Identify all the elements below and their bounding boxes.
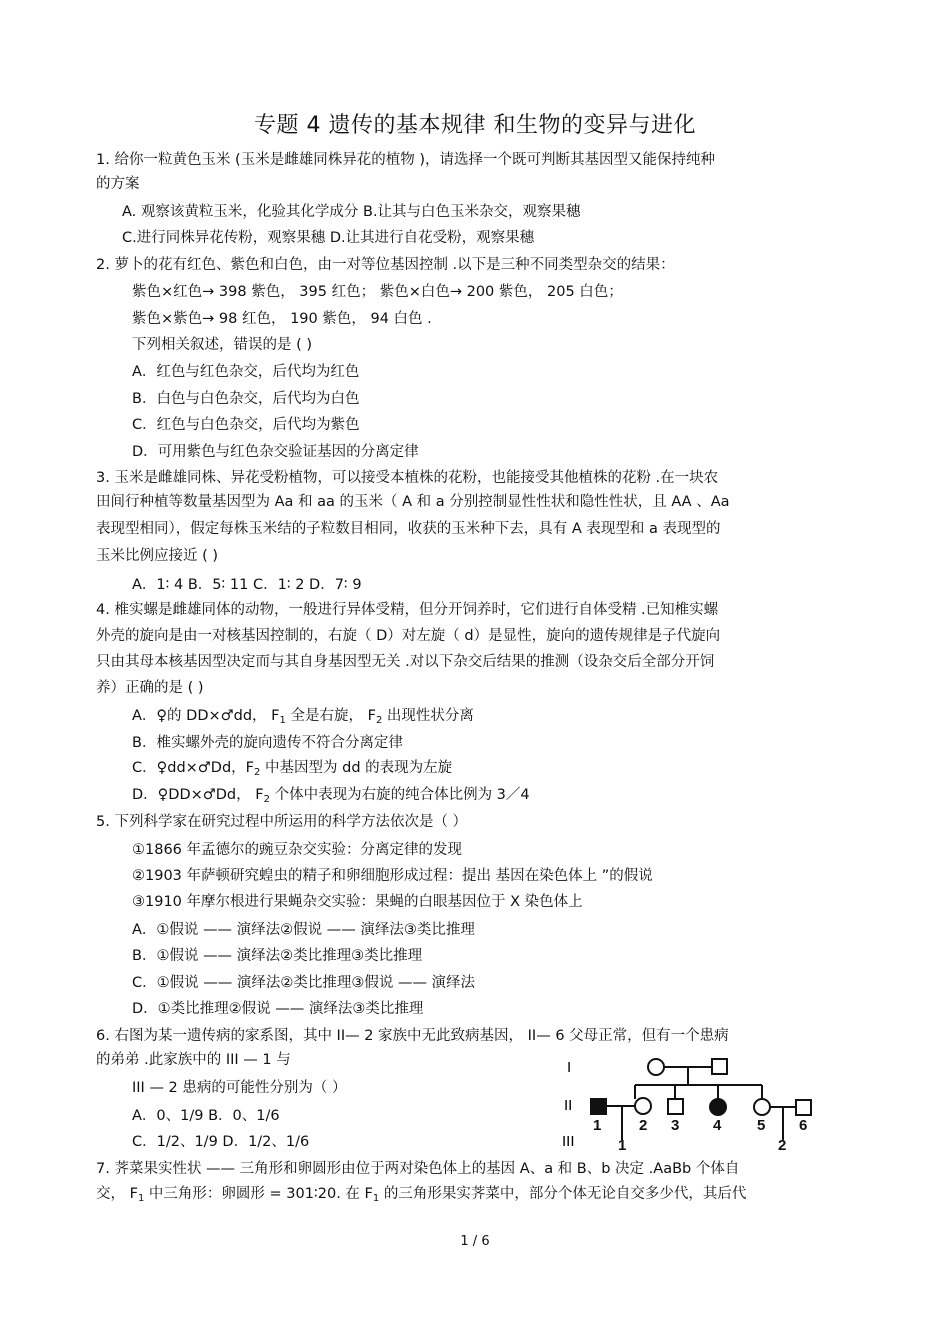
- text-line: C．①假说 —— 演绎法②类比推理③假说 —— 演绎法: [132, 975, 476, 991]
- text-line: A．红色与红色杂交，后代均为红色: [132, 364, 360, 380]
- text-line: 3. 玉米是雌雄同株、异花受粉植物，可以接受本植株的花粉，也能接受其他植株的花粉 .在一块农: [96, 470, 719, 486]
- text-line: D．♀DD×♂Dd， $F_2$ 个体中表现为右旋的纯合体比例为 3／4: [132, 787, 530, 805]
- text-line: 只由其母本核基因型决定而与其自身基因型无关 .对以下杂交后结果的推测（设杂交后全部分开饲: [96, 654, 715, 670]
- text-line: D．①类比推理②假说 —— 演绎法③类比推理: [132, 1001, 424, 1017]
- text-line: ②1903 年萨顿研究蝗虫的精子和卵细胞形成过程：提出 基因在染色体上 ”的假说: [132, 868, 653, 884]
- text-line: 下列相关叙述，错误的是 ( ): [132, 337, 313, 353]
- text-line: 的弟弟 .此家族中的 III — 1 与: [96, 1052, 291, 1068]
- text-line: ③1910 年摩尔根进行果蝇杂交实验：果蝇的白眼基因位于 X 染色体上: [132, 894, 583, 910]
- text-line: C．♀dd×♂Dd，$F_2$ 中基因型为 dd 的表现为左旋: [132, 760, 453, 778]
- ped-label-III-2: 2: [778, 1137, 787, 1154]
- ped-II-1-affected-male: [591, 1099, 606, 1114]
- gen-label-3: III: [562, 1133, 575, 1150]
- text-line: D．可用紫色与红色杂交验证基因的分离定律: [132, 444, 419, 460]
- text-line: A．♀的 DD×♂dd， $F_1$ 全是右旋， $F_2$ 出现性状分离: [132, 708, 474, 726]
- gen-label-2: II: [564, 1097, 573, 1114]
- ped-label-II-5: 5: [757, 1117, 766, 1134]
- text-line: 交， $F_1$ 中三角形：卵圆形 = 301∶20. 在 $F_1$ 的三角形果实荠菜中，部分个体无论自交多少代，其后代: [96, 1186, 747, 1204]
- ped-label-II-4: 4: [713, 1117, 722, 1134]
- text-line: 6. 右图为某一遗传病的家系图，其中 II— 2 家族中无此致病基因， II— 6 父母正常，但有一个患病: [96, 1028, 729, 1044]
- text-line: C．红色与白色杂交，后代均为紫色: [132, 417, 360, 433]
- ped-II-2-female: [635, 1098, 651, 1114]
- text-line: III — 2 患病的可能性分别为（ ）: [132, 1080, 347, 1096]
- text-line: 养）正确的是 ( ): [96, 680, 204, 696]
- text-line: 2. 萝卜的花有红色、紫色和白色，由一对等位基因控制 .以下是三种不同类型杂交的结果：: [96, 257, 675, 273]
- ped-I-female: [648, 1059, 664, 1075]
- text-line: ①1866 年孟德尔的豌豆杂交实验：分离定律的发现: [132, 842, 463, 858]
- ped-II-5-female: [754, 1099, 770, 1115]
- text-line: A．0、1/9 B．0、1/6: [132, 1108, 280, 1124]
- text-line: 外壳的旋向是由一对核基因控制的，右旋（ D）对左旋（ d）是显性，旋向的遗传规律是子代旋向: [96, 628, 721, 644]
- ped-II-4-affected-female: [710, 1099, 726, 1115]
- page-number: 1 / 6: [460, 1234, 490, 1249]
- ped-label-II-2: 2: [639, 1117, 648, 1134]
- ped-II-3-male: [668, 1099, 683, 1114]
- text-line: 田间行种植等数量基因型为 Aa 和 aa 的玉米（ A 和 a 分别控制显性性状和隐性性状，且 AA 、Aa: [96, 494, 730, 510]
- text-line: B．椎实螺外壳的旋向遗传不符合分离定律: [132, 735, 403, 751]
- text-line: A．1∶ 4 B．5∶ 11 C．1∶ 2 D．7∶ 9: [132, 577, 362, 593]
- text-line: 5. 下列科学家在研究过程中所运用的科学方法依次是（ ）: [96, 814, 468, 830]
- text-line: A. 观察该黄粒玉米，化验其化学成分 B.让其与白色玉米杂交，观察果穗: [122, 204, 581, 220]
- text-line: 7. 荠菜果实性状 —— 三角形和卵圆形由位于两对染色体上的基因 A、a 和 B、b 决定 .AaBb 个体自: [96, 1161, 740, 1177]
- ped-I-male: [712, 1059, 727, 1074]
- text-line: C.进行同株异花传粉，观察果穗 D.让其进行自花受粉，观察果穗: [122, 230, 535, 246]
- page-title: 专题 4 遗传的基本规律 和生物的变异与进化: [254, 113, 696, 138]
- text-line: B．白色与白色杂交，后代均为白色: [132, 391, 360, 407]
- gen-label-1: I: [567, 1059, 572, 1076]
- ped-label-II-6: 6: [799, 1117, 808, 1134]
- ped-label-III-1: 1: [618, 1137, 627, 1154]
- text-line: 表现型相同），假定每株玉米结的子粒数目相同，收获的玉米种下去，具有 A 表现型和 a 表现型的: [96, 521, 721, 537]
- ped-label-II-1: 1: [593, 1117, 602, 1134]
- text-line: 紫色×红色→ 398 紫色， 395 红色； 紫色×白色→ 200 紫色， 205 白色；: [132, 284, 623, 300]
- text-line: 玉米比例应接近 ( ): [96, 548, 219, 564]
- text-line: B．①假说 —— 演绎法②类比推理③类比推理: [132, 948, 423, 964]
- text-line: C．1/2、1/9 D．1/2、1/6: [132, 1134, 310, 1150]
- text-line: 的方案: [96, 176, 140, 192]
- text-line: 1. 给你一粒黄色玉米 (玉米是雌雄同株异花的植物 )，请选择一个既可判断其基因型又能保持纯种: [96, 152, 715, 168]
- text-line: A．①假说 —— 演绎法②假说 —— 演绎法③类比推理: [132, 922, 475, 938]
- text-line: 紫色×紫色→ 98 红色， 190 紫色， 94 白色 .: [132, 311, 432, 327]
- ped-label-II-3: 3: [671, 1117, 680, 1134]
- text-line: 4. 椎实螺是雌雄同体的动物，一般进行异体受精，但分开饲养时，它们进行自体受精 .已知椎实螺: [96, 602, 719, 618]
- ped-II-6-male: [796, 1100, 811, 1115]
